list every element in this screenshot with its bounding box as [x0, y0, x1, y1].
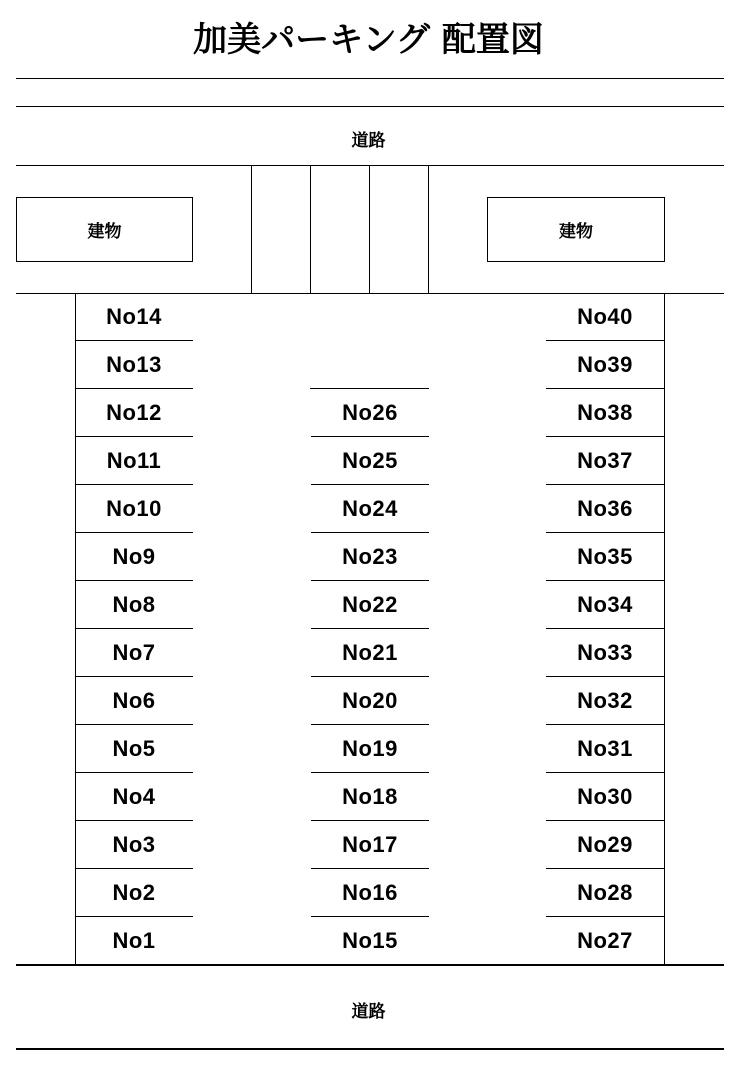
- parking-space: No11: [75, 437, 193, 485]
- parking-space: No21: [311, 629, 429, 677]
- parking-space: No18: [311, 773, 429, 821]
- entrance-divider: [251, 165, 252, 293]
- road-line: [16, 1048, 724, 1050]
- road-line: [16, 964, 724, 966]
- page-title: 加美パーキング 配置図: [193, 20, 544, 60]
- parking-space: No5: [75, 725, 193, 773]
- middle-column-top-line: [310, 388, 429, 389]
- parking-space: No34: [546, 581, 664, 629]
- parking-space: No25: [311, 437, 429, 485]
- parking-space: No6: [75, 677, 193, 725]
- parking-space: No8: [75, 581, 193, 629]
- parking-space: No38: [546, 389, 664, 437]
- parking-space: No4: [75, 773, 193, 821]
- parking-space: No2: [75, 869, 193, 917]
- road-label-bottom: 道路: [351, 1002, 386, 1022]
- building-left: 建物: [16, 197, 193, 262]
- parking-space: No20: [311, 677, 429, 725]
- parking-space: No14: [75, 293, 193, 341]
- parking-space: No9: [75, 533, 193, 581]
- parking-space: No33: [546, 629, 664, 677]
- road-line: [16, 78, 724, 79]
- parking-space: No16: [311, 869, 429, 917]
- parking-space: No37: [546, 437, 664, 485]
- parking-space: No31: [546, 725, 664, 773]
- parking-space: No28: [546, 869, 664, 917]
- parking-space: No30: [546, 773, 664, 821]
- parking-space: No40: [546, 293, 664, 341]
- parking-space: No32: [546, 677, 664, 725]
- parking-space: No3: [75, 821, 193, 869]
- entrance-divider: [310, 165, 311, 293]
- parking-space: No22: [311, 581, 429, 629]
- parking-space: No35: [546, 533, 664, 581]
- right-column-edge: [664, 293, 665, 965]
- road-label-top: 道路: [351, 131, 386, 151]
- parking-space: No19: [311, 725, 429, 773]
- parking-space: No15: [311, 917, 429, 965]
- parking-space: No12: [75, 389, 193, 437]
- building-right: 建物: [487, 197, 665, 262]
- entrance-divider: [428, 165, 429, 293]
- parking-space: No24: [311, 485, 429, 533]
- road-line: [16, 165, 724, 166]
- parking-space: No10: [75, 485, 193, 533]
- parking-space: No27: [546, 917, 664, 965]
- parking-space: No17: [311, 821, 429, 869]
- parking-space: No29: [546, 821, 664, 869]
- parking-space: No23: [311, 533, 429, 581]
- parking-space: No1: [75, 917, 193, 965]
- road-line: [16, 106, 724, 107]
- parking-space: No26: [311, 389, 429, 437]
- parking-space: No13: [75, 341, 193, 389]
- parking-space: No36: [546, 485, 664, 533]
- parking-space: No39: [546, 341, 664, 389]
- entrance-divider: [369, 165, 370, 293]
- parking-space: No7: [75, 629, 193, 677]
